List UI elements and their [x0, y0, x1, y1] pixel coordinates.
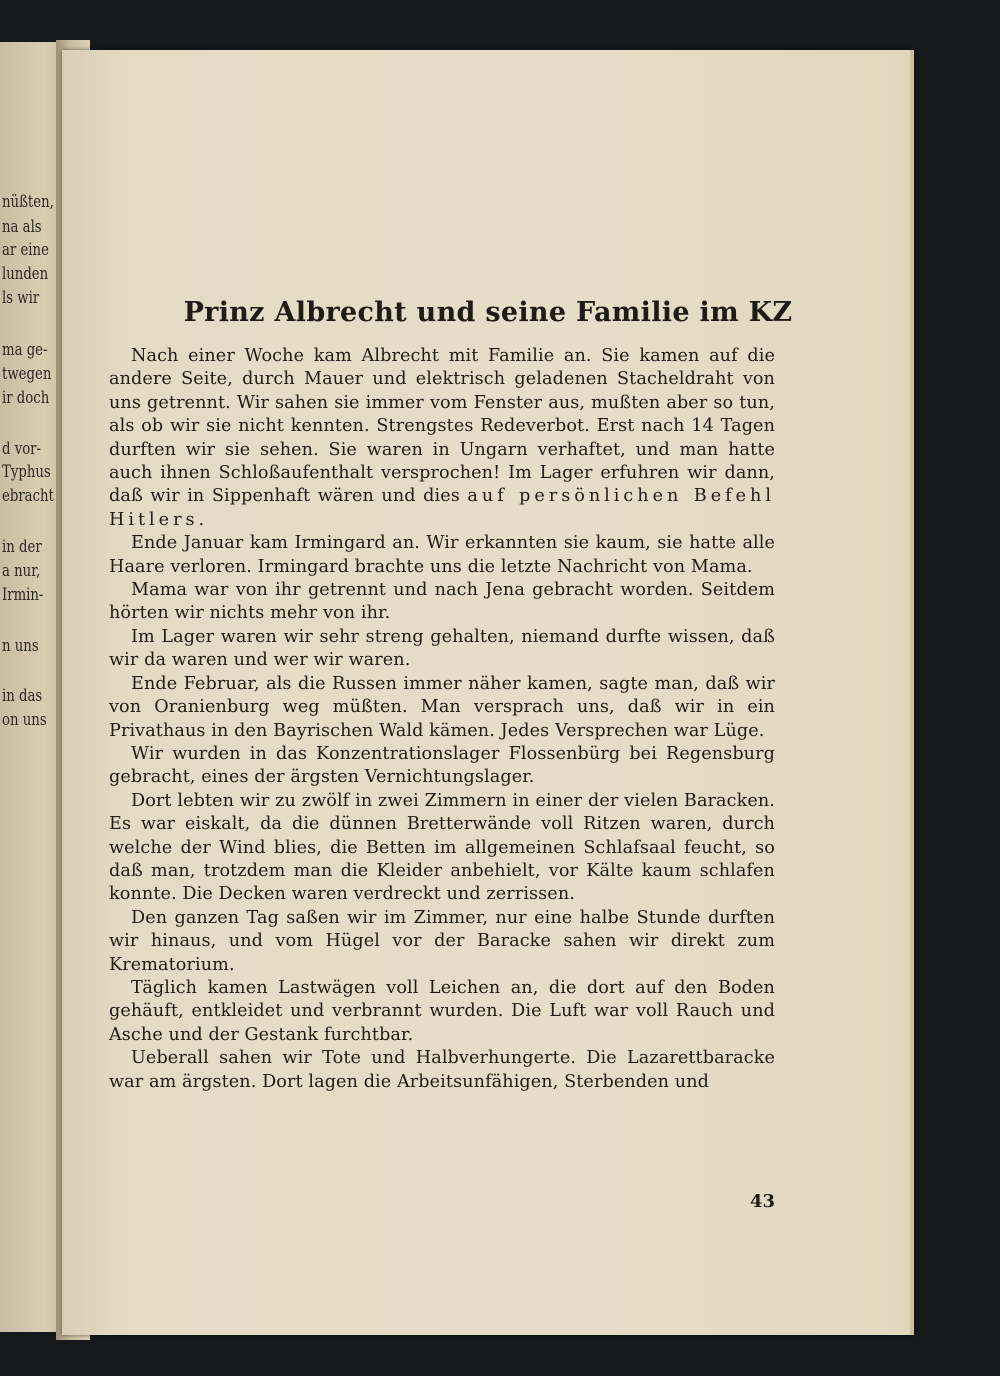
left-page-fragment: twegen [2, 364, 52, 384]
paragraph: Wir wurden in das Konzentrationslager Flossenbürg bei Regensburg gebracht, eines der ärgsten Vernichtungslager. [109, 743, 775, 788]
left-page-fragment: ma ge- [2, 340, 48, 360]
paragraph: Ueberall sahen wir Tote und Halbverhungerte. Die Lazarettbaracke war am ärgsten. Dort lagen die Arbeitsunfähigen, Sterbenden und [109, 1048, 775, 1092]
paragraph: Den ganzen Tag saßen wir im Zimmer, nur eine halbe Stunde durften wir hinaus, und vom Hügel vor der Baracke sahen wir direkt zum Krematorium. [109, 907, 775, 975]
paragraph: Mama war von ihr getrennt und nach Jena gebracht worden. Seitdem hörten wir nichts mehr von ihr. [109, 580, 775, 624]
body-text [109, 345, 775, 1094]
left-page-fragment: na als [2, 217, 42, 237]
chapter-heading: Prinz Albrecht und seine Familie im KZ [183, 297, 793, 328]
paragraph: Ende Januar kam Irmingard an. Wir erkannten sie kaum, sie hatte alle Haare verloren. Irmingard brachte uns die letzte Nachricht von Mama. [109, 533, 775, 577]
paragraph [109, 345, 775, 532]
paragraph-text: Nach einer Woche kam Albrecht mit Familie an. Sie kamen auf die andere Seite, durch Mauer und elektrisch geladenen Stacheldraht von uns getrennt. Wir sahen sie immer vom Fenster aus, mußten aber so tun, als ob wir sie nicht kennten. Strengstes Redeverbot. Erst nach 14 Tagen durften wir sie sehen. Sie waren in Ungarn verhaftet, und man hatte auch ihnen Schloßaufenthalt versprochen! Im Lager erfuhren wir dann, daß wir in Sippenhaft wären und dies [109, 346, 775, 507]
page-number: 43 [750, 1191, 776, 1212]
left-page-fragment: in der [2, 537, 42, 557]
left-page-fragment: ir doch [2, 388, 50, 408]
paragraph: Täglich kamen Lastwägen voll Leichen an, die dort auf den Boden gehäuft, entkleidet und verbrannt wurden. Die Luft war voll Rauch und Asche und der Gestank furchtbar. [109, 977, 775, 1045]
left-page-fragment: on uns [2, 710, 47, 730]
paragraph: Ende Februar, als die Russen immer näher kamen, sagte man, daß wir von Oranienburg weg müßten. Man versprach uns, daß wir in ein Privathaus in den Bayrischen Wald kämen. Jedes Versprechen war Lüge. [109, 673, 775, 741]
left-page-fragment: Typhus [2, 462, 51, 482]
left-page-fragment: nüßten, [2, 192, 54, 212]
left-page-fragment: lunden [2, 264, 49, 284]
left-page-fragment: ebracht [2, 486, 54, 506]
left-page-fragment: Irmin- [2, 585, 44, 605]
left-page-fragment: ar eine [2, 240, 49, 260]
left-page [0, 42, 62, 1332]
paragraph: Im Lager waren wir sehr streng gehalten, niemand durfte wissen, daß wir da waren und wer wir waren. [109, 626, 775, 671]
spaced-emphasis: auf persönlichen Befehl Hitlers. [109, 486, 775, 530]
left-page-fragment: a nur, [2, 561, 41, 581]
paragraph: Dort lebten wir zu zwölf in zwei Zimmern in einer der vielen Baracken. Es war eiskalt, da die dünnen Bretterwände voll Ritzen waren, durch welche der Wind blies, die Betten im allgemeinen Schlafsaal feucht, so daß man, trotzdem man die Kleider anbehielt, vor Kälte kaum schlafen konnte. Die Decken waren verdreckt und zerrissen. [109, 790, 775, 905]
page-edge [910, 50, 914, 1335]
left-page-fragment: in das [2, 686, 43, 706]
left-page-fragment: n uns [2, 636, 39, 656]
book-page [62, 50, 914, 1335]
left-page-fragment: d vor- [2, 439, 41, 459]
left-page-fragment: ls wir [2, 288, 40, 308]
